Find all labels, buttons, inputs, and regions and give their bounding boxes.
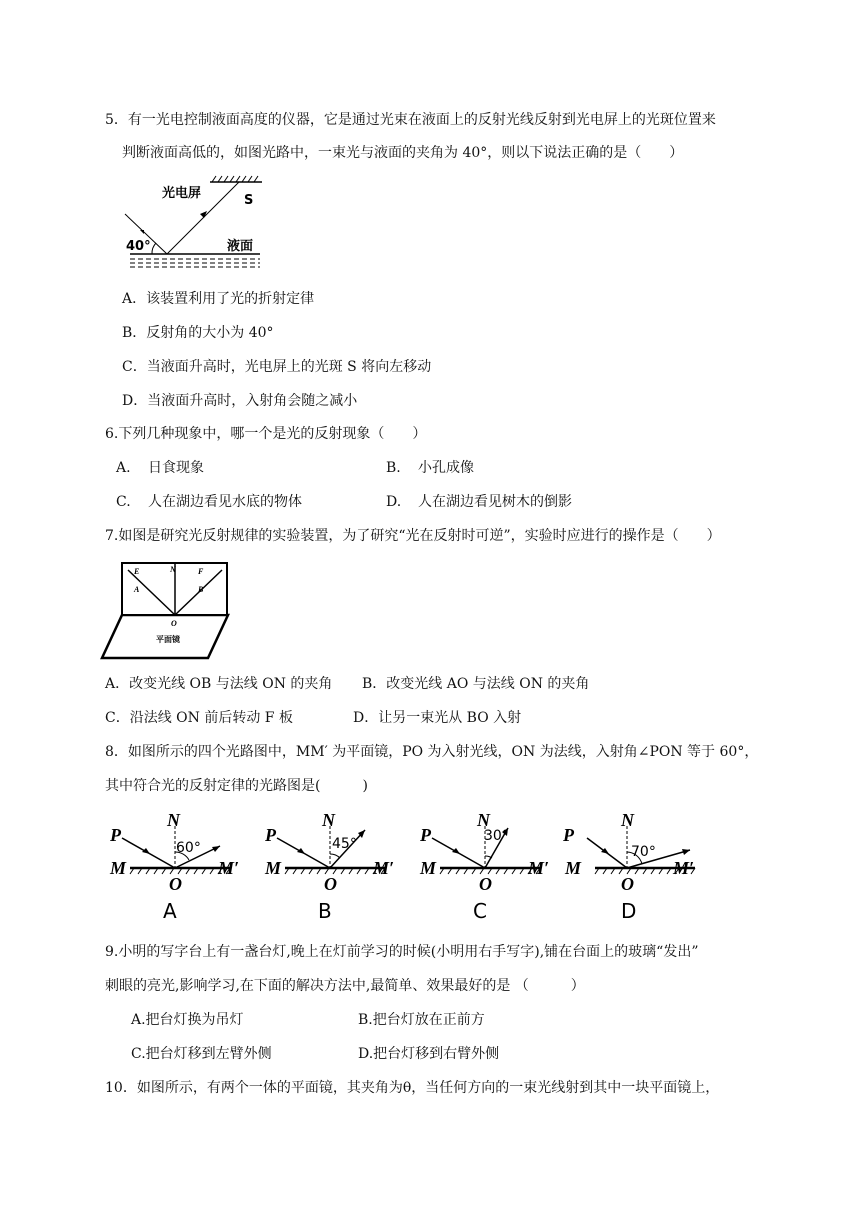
q7-option-b: B．改变光线 AO 与法线 ON 的夹角 [362,676,590,692]
q8-b-caption: B [318,899,332,923]
q8-diagram-b [264,810,394,923]
q8-c-n: N [477,810,490,830]
q7-label-e: E [134,567,140,576]
q8-d-caption: D [621,899,637,923]
q8-c-m: M [420,858,437,878]
q6-option-d-letter: D. [386,494,402,510]
q8-c-angle: 30° [484,828,509,844]
q7-option-c: C．沿法线 ON 前后转动 F 板 [105,710,293,726]
q8-a-m: M [110,858,127,878]
q5-option-d: D．当液面升高时，入射角会随之减小 [122,393,358,409]
q9-stem-line1: 9.小明的写字台上有一盏台灯,晚上在灯前学习的时候(小明用右手写字),铺在台面上的玻璃“发出” [105,944,699,960]
q7-label-f: F [198,567,204,576]
q5-liquid-label: 液面 [227,239,254,254]
q5-figure [122,172,272,272]
q8-a-o: O [169,874,182,894]
q8-d-n: N [621,810,634,830]
q6-option-c-letter: C. [116,494,131,510]
q5-angle-label: 40° [126,239,151,254]
q8-c-caption: C [473,899,487,923]
q10-stem: 10．如图所示，有两个一体的平面镜，其夹角为θ，当任何方向的一束光线射到其中一块平面镜上， [105,1080,720,1096]
q8-a-angle: 60° [176,840,201,856]
q8-a-m2: M′ [218,858,240,878]
q8-b-m2: M′ [373,858,395,878]
q6-option-d-text: 人在湖边看见树木的倒影 [418,494,572,510]
q8-c-o: O [479,874,492,894]
q5-spot-label: S [244,193,254,208]
q7-label-b: B [198,585,204,594]
q7-mirror-label: 平面镜 [156,635,180,644]
q8-b-m: M [265,858,282,878]
q6-stem: 6.下列几种现象中，哪一个是光的反射现象（ ） [105,426,427,442]
q8-a-p: P [110,825,121,845]
q5-option-a: A．该装置利用了光的折射定律 [122,291,315,307]
q7-stem: 7.如图是研究光反射规律的实验装置，为了研究“光在反射时可逆”，实验时应进行的操作是（ ） [105,528,721,544]
q8-d-angle: 70° [631,844,656,860]
q7-option-a: A．改变光线 OB 与法线 ON 的夹角 [105,676,333,692]
q6-option-a-letter: A. [116,460,131,476]
q9-option-a: A.把台灯换为吊灯 [131,1012,244,1028]
q5-option-b: B．反射角的大小为 40° [122,325,274,341]
q5-stem-line1: 5．有一光电控制液面高度的仪器，它是通过光束在液面上的反射光线反射到光电屏上的光斑位置来 [105,112,716,128]
q7-option-d: D．让另一束光从 BO 入射 [353,710,522,726]
q8-b-n: N [322,810,335,830]
q8-b-o: O [324,874,337,894]
q8-stem-line1: 8．如图所示的四个光路图中，MM′ 为平面镜，PO 为入射光线，ON 为法线，入射角∠PON 等于 60°， [105,744,759,760]
q8-d-p: P [563,825,574,845]
q8-c-p: P [420,825,431,845]
q5-stem-line2: 判断液面高低的，如图光路中，一束光与液面的夹角为 40°，则以下说法正确的是（ ） [122,145,684,161]
q6-option-b-text: 小孔成像 [418,460,474,476]
q8-stem-line2: 其中符合光的反射定律的光路图是( ) [105,778,368,794]
q9-option-b: B.把台灯放在正前方 [358,1012,485,1028]
q7-figure [100,560,230,660]
q8-d-m: M [565,858,582,878]
q6-option-c-text: 人在湖边看见水底的物体 [148,494,302,510]
q8-a-n: N [167,810,180,830]
q8-diagram-c [419,810,549,923]
q7-label-o: O [171,619,177,628]
q8-b-p: P [265,825,276,845]
q8-diagram-a [109,810,239,923]
q8-diagrams [100,808,740,926]
q6-option-b-letter: B. [386,460,401,476]
q5-option-c: C．当液面升高时，光电屏上的光斑 S 将向左移动 [122,359,432,375]
q9-option-c: C.把台灯移到左臂外侧 [131,1046,272,1062]
q7-label-a: A [134,585,140,594]
q9-option-d: D.把台灯移到右臂外侧 [358,1046,500,1062]
q8-d-m2: M′ [673,858,695,878]
q8-c-m2: M′ [528,858,550,878]
q9-stem-line2: 刺眼的亮光,影响学习,在下面的解决方法中,最简单、效果最好的是 （ ） [105,978,585,994]
q5-screen-label: 光电屏 [162,186,202,201]
q8-d-o: O [621,874,634,894]
q8-b-angle: 45° [332,836,357,852]
q8-a-caption: A [163,899,177,923]
q6-option-a-text: 日食现象 [148,460,204,476]
q8-diagram-d [562,810,695,923]
q7-label-n: N [170,565,176,574]
